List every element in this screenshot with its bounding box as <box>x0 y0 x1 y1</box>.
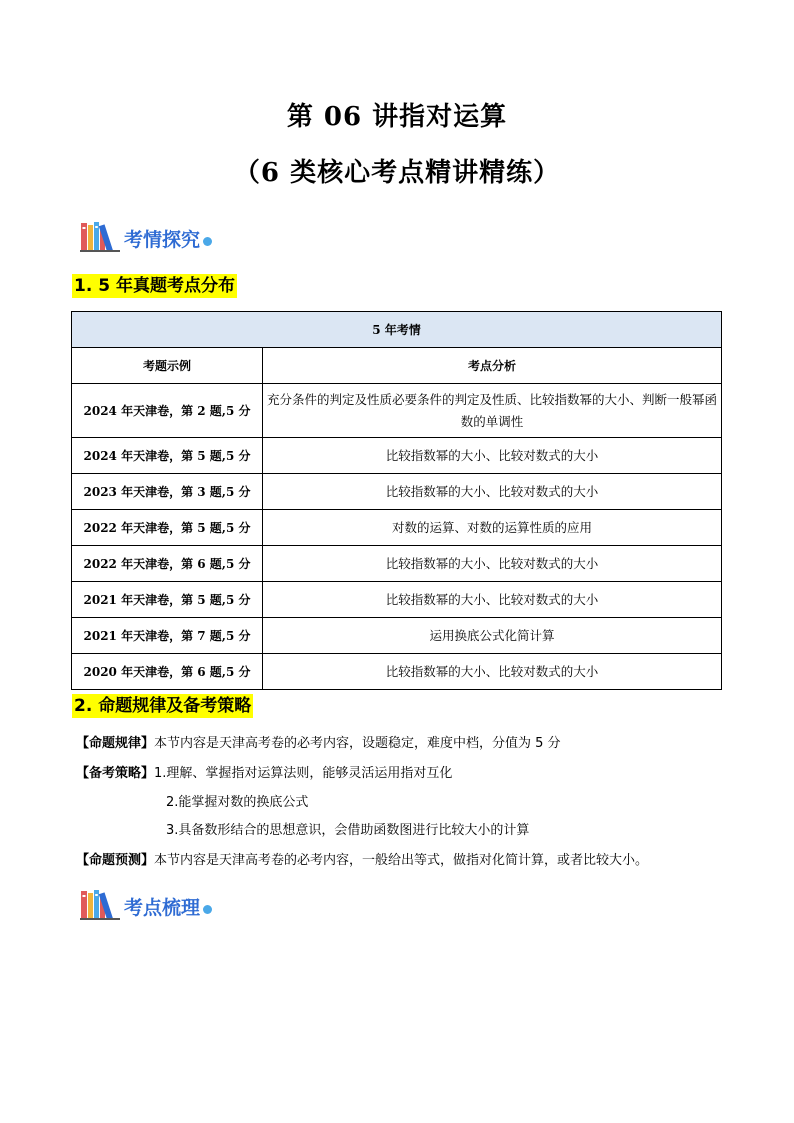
forecast-paragraph <box>76 851 648 871</box>
analysis-cell: 比较指数幂的大小、比较对数式的大小 <box>263 654 722 690</box>
exam-cell: 2020 年天津卷，第 6 题,5 分 <box>72 654 263 690</box>
section-heading-2: 2. 命题规律及备考策略 <box>74 696 252 716</box>
analysis-cell: 比较指数幂的大小、比较对数式的大小 <box>263 438 722 474</box>
strategy-paragraph <box>76 764 452 784</box>
banner-topic-review <box>80 888 212 920</box>
table-row <box>72 384 722 438</box>
table-row <box>72 582 722 618</box>
exam-distribution-table <box>71 311 722 690</box>
strategy-item: 3.具备数形结合的思想意识，会借助函数图进行比较大小的计算 <box>166 823 530 838</box>
analysis-cell: 比较指数幂的大小、比较对数式的大小 <box>263 546 722 582</box>
law-text: 本节内容是天津高考卷的必考内容，设题稳定，难度中档，分值为 5 分 <box>154 736 561 751</box>
banner-title: 考点梳理 <box>124 897 201 919</box>
law-paragraph <box>76 734 561 754</box>
analysis-cell: 比较指数幂的大小、比较对数式的大小 <box>263 582 722 618</box>
table-row <box>72 618 722 654</box>
column-header-analysis: 考点分析 <box>263 348 722 384</box>
page-subtitle: （6 类核心考点精讲精练） <box>233 158 561 188</box>
analysis-cell: 对数的运算、对数的运算性质的应用 <box>263 510 722 546</box>
table-row <box>72 474 722 510</box>
dot-icon <box>203 905 212 914</box>
exam-cell: 2021 年天津卷，第 7 题,5 分 <box>72 618 263 654</box>
table-row <box>72 438 722 474</box>
column-header-exam: 考题示例 <box>72 348 263 384</box>
section-heading-1: 1. 5 年真题考点分布 <box>74 276 235 296</box>
analysis-cell: 比较指数幂的大小、比较对数式的大小 <box>263 474 722 510</box>
exam-cell: 2022 年天津卷，第 5 题,5 分 <box>72 510 263 546</box>
exam-cell: 2024 年天津卷，第 2 题,5 分 <box>72 384 263 438</box>
strategy-label: 【备考策略】 <box>76 766 155 781</box>
banner-exam-analysis <box>80 220 212 252</box>
banner-title: 考情探究 <box>124 229 201 251</box>
books-icon <box>80 888 122 920</box>
table-row <box>72 510 722 546</box>
dot-icon <box>203 237 212 246</box>
strategy-item: 2.能掌握对数的换底公式 <box>166 795 309 810</box>
forecast-label: 【命题预测】 <box>76 853 155 868</box>
table-caption: 5 年考情 <box>72 312 722 348</box>
table-row <box>72 654 722 690</box>
books-icon <box>80 220 122 252</box>
law-label: 【命题规律】 <box>76 736 155 751</box>
exam-cell: 2022 年天津卷，第 6 题,5 分 <box>72 546 263 582</box>
exam-cell: 2021 年天津卷，第 5 题,5 分 <box>72 582 263 618</box>
exam-cell: 2024 年天津卷，第 5 题,5 分 <box>72 438 263 474</box>
exam-cell: 2023 年天津卷，第 3 题,5 分 <box>72 474 263 510</box>
strategy-item: 1.理解、掌握指对运算法则，能够灵活运用指对互化 <box>154 766 453 781</box>
analysis-cell: 运用换底公式化简计算 <box>263 618 722 654</box>
table-row <box>72 546 722 582</box>
forecast-text: 本节内容是天津高考卷的必考内容，一般给出等式，做指对化简计算，或者比较大小。 <box>154 853 649 868</box>
analysis-cell: 充分条件的判定及性质必要条件的判定及性质、比较指数幂的大小、判断一般幂函数的单调性 <box>263 384 722 438</box>
page-title: 第 06 讲指对运算 <box>286 102 508 132</box>
